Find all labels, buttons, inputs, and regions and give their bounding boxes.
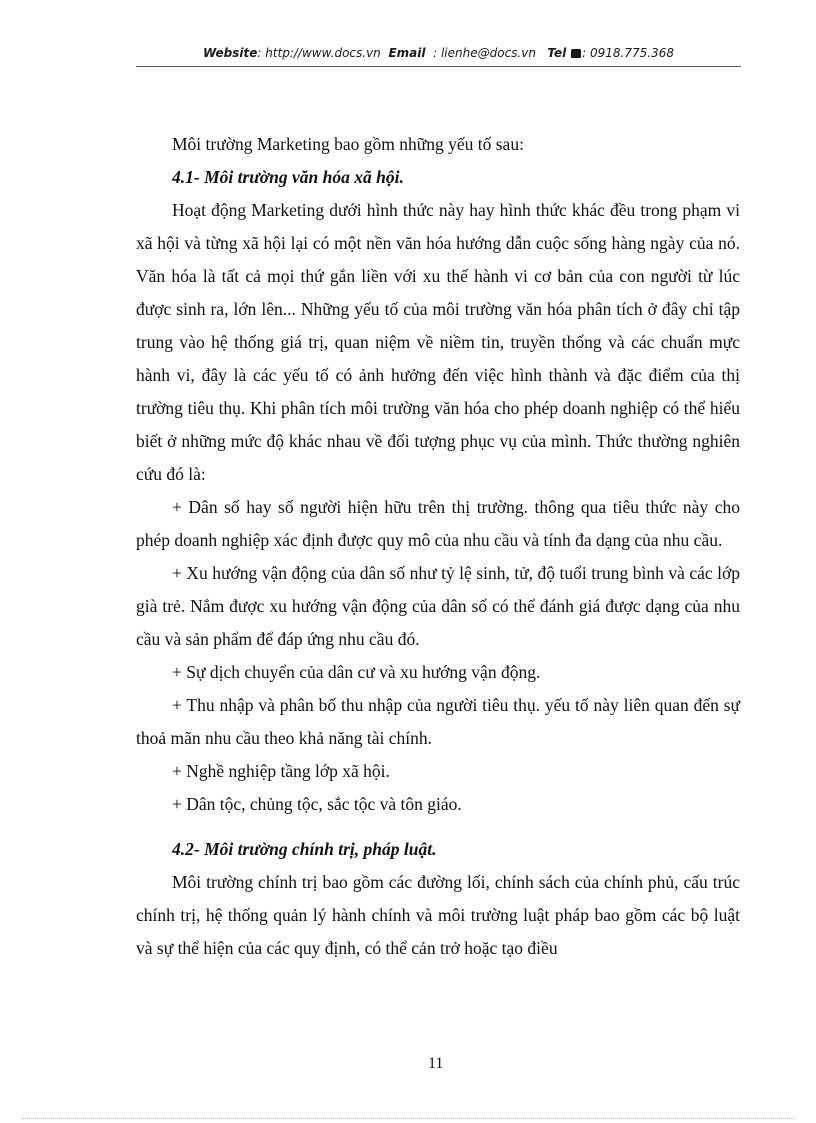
website-value: : http://www.docs.vn	[257, 46, 381, 60]
bullet-paragraph: + Nghề nghiệp tầng lớp xã hội.	[172, 761, 390, 781]
bullet-paragraph: + Dân số hay số người hiện hữu trên thị trường. thông qua tiêu thức này cho phép doanh nghiệp xác định được quy mô của nhu cầu và tính đa dạng của nhu cầu.	[136, 497, 740, 550]
header-divider	[136, 66, 741, 67]
email-value: : lienhe@docs.vn	[433, 46, 536, 60]
bullet-paragraph: + Dân tộc, chủng tộc, sắc tộc và tôn giáo.	[172, 794, 462, 814]
tel-value: : 0918.775.368	[582, 46, 674, 60]
page-number: 11	[428, 1055, 444, 1072]
body-paragraph: Môi trường chính trị bao gồm các đường lối, chính sách của chính phủ, cấu trúc chính trị, hệ thống quản lý hành chính và môi trường luật pháp bao gồm các bộ luật và sự thể hiện của các quy định, có thể cản trở hoặc tạo điều	[136, 872, 740, 958]
document-body	[136, 128, 740, 965]
body-paragraph: Hoạt động Marketing dưới hình thức này hay hình thức khác đều trong phạm vi xã hội và từng xã hội lại có một nền văn hóa hướng dẫn cuộc sống hàng ngày của nó. Văn hóa là tất cả mọi thứ gắn liền với xu thế hành vi cơ bản của con người từ lúc được sinh ra, lớn lên... Những yếu tố của môi trường văn hóa phân tích ở đây chỉ tập trung vào hệ thống giá trị, quan niệm về niềm tin, truyền thống và các chuẩn mực hành vi, đây là các yếu tố có ảnh hưởng đến việc hình thành và đặc điểm của thị trường tiêu thụ. Khi phân tích môi trường văn hóa cho phép doanh nghiệp có thể hiểu biết ở những mức độ khác nhau về đối tượng phục vụ của mình. Thức thường nghiên cứu đó là:	[136, 200, 740, 484]
bullet-paragraph: + Thu nhập và phân bố thu nhập của người tiêu thụ. yếu tố này liên quan đến sự thoả mãn nhu cầu theo khả năng tài chính.	[136, 695, 740, 748]
bullet-paragraph: + Xu hướng vận động của dân số như tỷ lệ sinh, tử, độ tuổi trung bình và các lớp già trẻ. Nắm được xu hướng vận động của dân số có thể đánh giá được dạng của nhu cầu và sản phẩm để đáp ứng nhu cầu đó.	[136, 563, 740, 649]
tel-label: Tel	[547, 46, 567, 60]
section-heading-4-1: 4.1- Môi trường văn hóa xã hội.	[172, 167, 404, 187]
page-header	[136, 46, 741, 66]
page-bottom-rule	[22, 1118, 794, 1119]
section-heading-4-2: 4.2- Môi trường chính trị, pháp luật.	[172, 839, 437, 859]
phone-icon	[571, 49, 581, 58]
intro-paragraph: Môi trường Marketing bao gồm những yếu tố sau:	[172, 134, 524, 154]
email-label: Email	[388, 46, 426, 60]
website-label: Website	[203, 46, 258, 60]
bullet-paragraph: + Sự dịch chuyển của dân cư và xu hướng vận động.	[172, 662, 541, 682]
